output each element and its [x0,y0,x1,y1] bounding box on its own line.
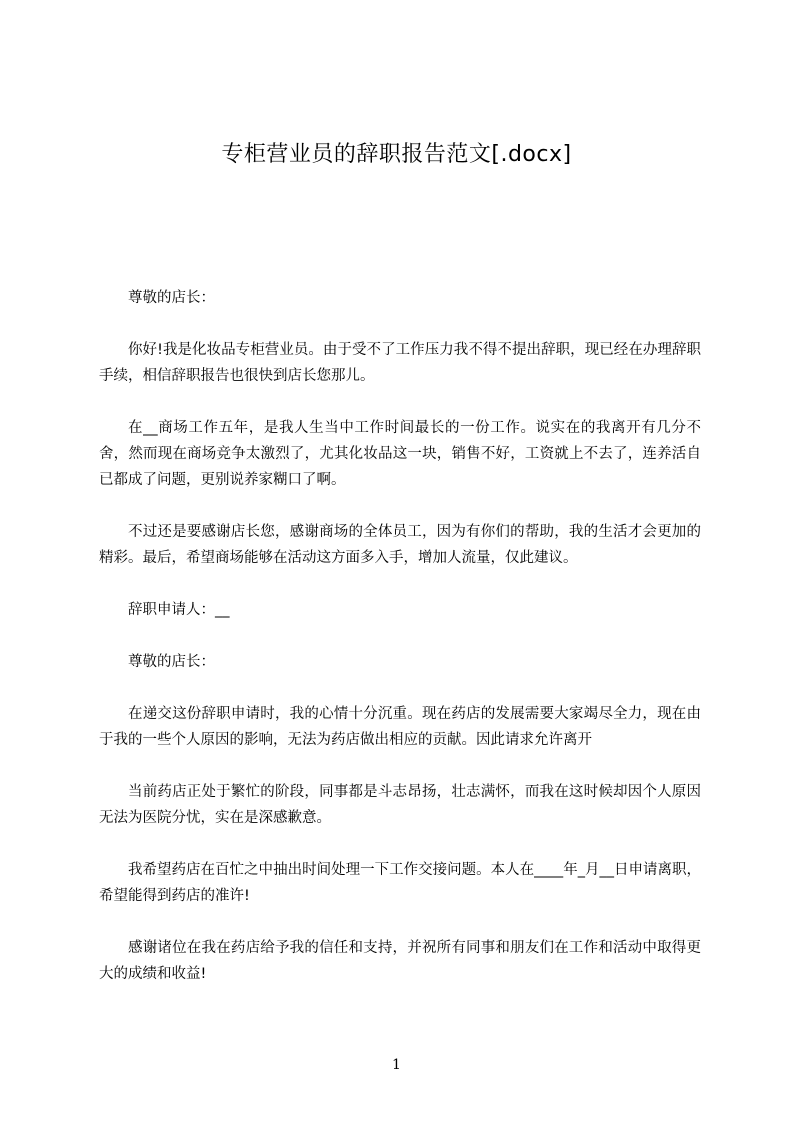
salutation-paragraph: 尊敬的店长： [128,654,215,670]
document-title: 专柜营业员的辞职报告范文[.docx] [221,142,572,167]
signature-paragraph: 辞职申请人：__ [128,602,230,618]
document-body [99,285,701,1013]
body-paragraph: 当前药店正处于繁忙的阶段，同事都是斗志昂扬，壮志满怀，而我在这时候却因个人原因无法为医院分忧，实在是深感歉意。 [99,784,701,826]
body-paragraph: 你好!我是化妆品专柜营业员。由于受不了工作压力我不得不提出辞职，现已经在办理辞职手续，相信辞职报告也很快到店长您那儿。 [99,342,701,384]
body-paragraph: 在递交这份辞职申请时，我的心情十分沉重。现在药店的发展需要大家竭尽全力，现在由于我的一些个人原因的影响，无法为药店做出相应的贡献。因此请求允许离开 [99,706,701,748]
page-number: 1 [392,1057,401,1073]
body-paragraph: 我希望药店在百忙之中抽出时间处理一下工作交接问题。本人在____年_月__日申请离职，希望能得到药店的准许! [99,862,701,904]
body-paragraph: 感谢诸位在我在药店给予我的信任和支持，并祝所有同事和朋友们在工作和活动中取得更大的成绩和收益! [99,940,701,982]
body-paragraph: 在__商场工作五年，是我人生当中工作时间最长的一份工作。说实在的我离开有几分不舍，然而现在商场竞争太激烈了，尤其化妆品这一块，销售不好，工资就上不去了，连养活自已都成了问题，更别说养家糊口了啊。 [99,420,701,488]
salutation-paragraph: 尊敬的店长： [128,290,215,306]
body-paragraph: 不过还是要感谢店长您，感谢商场的全体员工，因为有你们的帮助，我的生活才会更加的精彩。最后，希望商场能够在活动这方面多入手，增加人流量，仅此建议。 [99,524,701,566]
